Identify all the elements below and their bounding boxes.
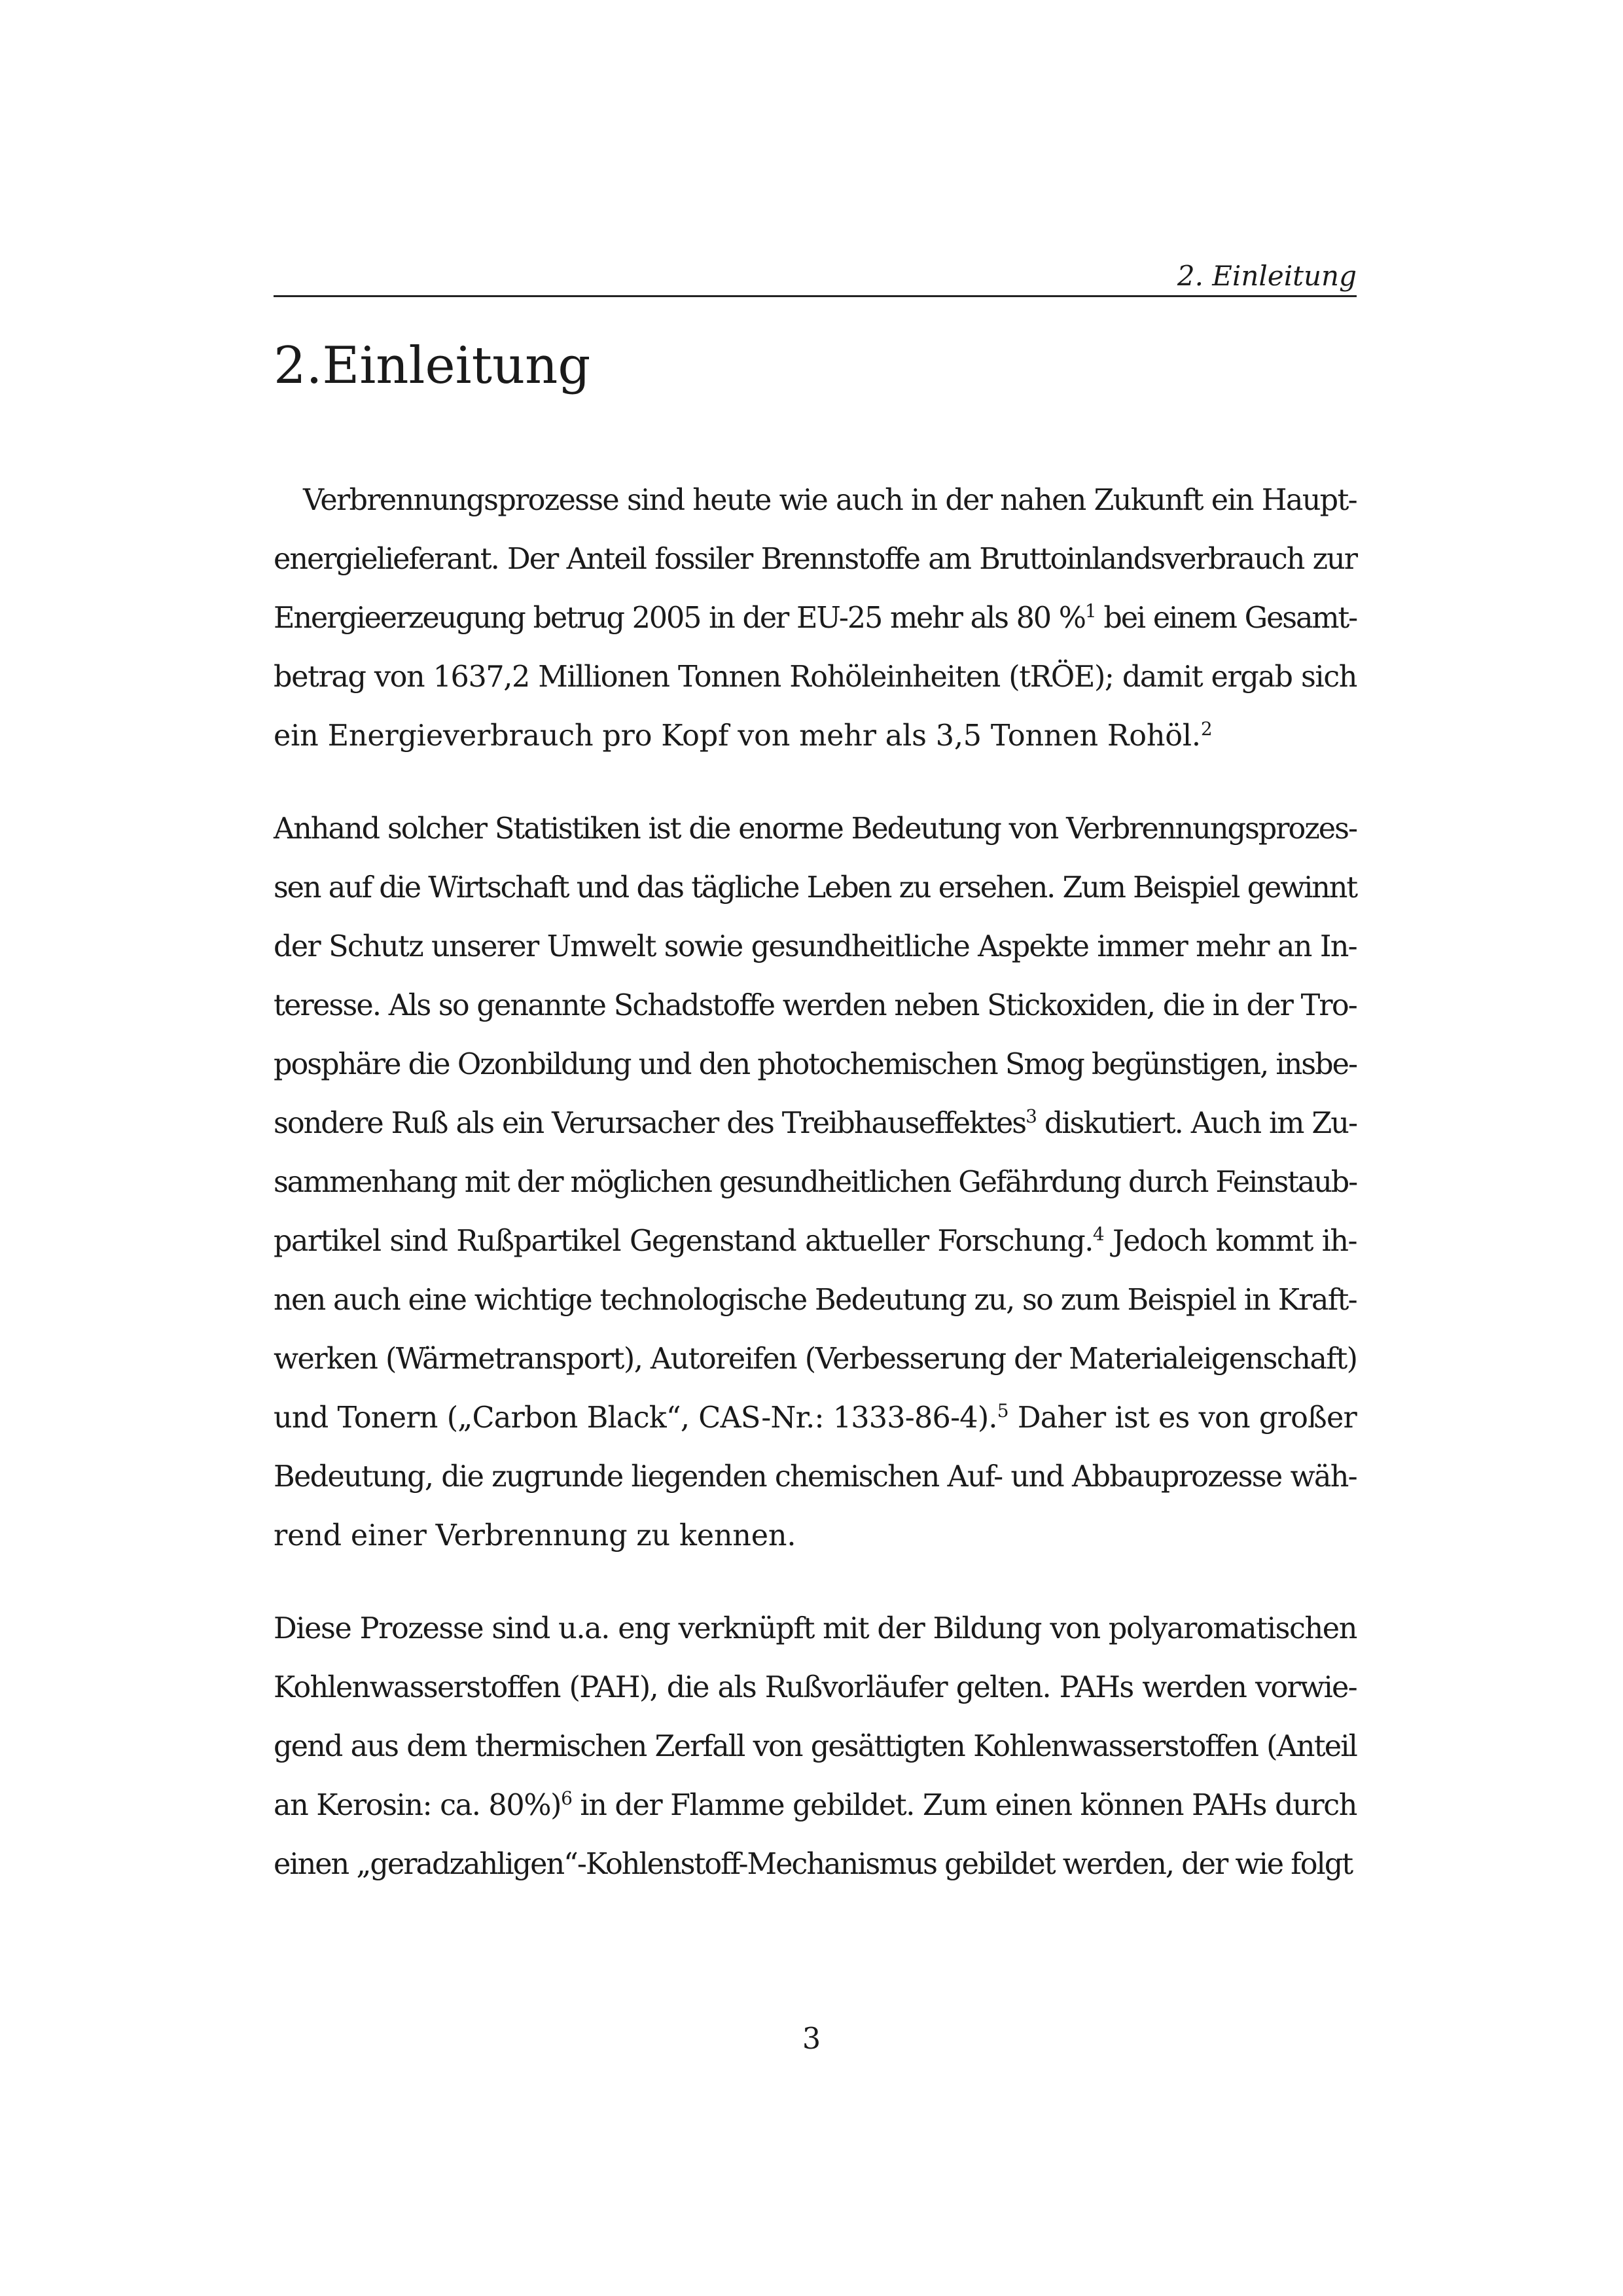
text-line	[274, 707, 1357, 766]
text-segment: Bedeutung, die zugrunde liegenden chemischen Auf- und Abbauprozesse wäh-	[274, 1460, 1357, 1494]
text-segment: rend einer Verbrennung zu kennen.	[274, 1519, 796, 1552]
text-segment: Verbrennungsprozesse sind heute wie auch in der nahen Zukunft ein Haupt-	[303, 484, 1357, 517]
text-line	[274, 1389, 1357, 1448]
text-segment: Energieerzeugung betrug 2005 in der EU-25 mehr als 80 %	[274, 601, 1085, 635]
text-segment: Daher ist es von großer	[1008, 1401, 1357, 1435]
text-line	[274, 977, 1357, 1035]
text-segment: nen auch eine wichtige technologische Bedeutung zu, so zum Beispiel in Kraft-	[274, 1283, 1357, 1317]
text-segment: bei einem Gesamt-	[1095, 601, 1357, 635]
text-line	[274, 1776, 1357, 1835]
text-line	[274, 1600, 1357, 1659]
text-segment: Kohlenwasserstoffen (PAH), die als Rußvorläufer gelten. PAHs werden vorwie-	[274, 1671, 1357, 1704]
text-line	[274, 1035, 1357, 1094]
text-segment: partikel sind Rußpartikel Gegenstand aktueller Forschung.	[274, 1225, 1093, 1258]
text-line	[274, 800, 1357, 859]
text-line	[274, 471, 1357, 530]
footnote-ref: 2	[1200, 718, 1213, 740]
text-segment: Jedoch kommt ih-	[1103, 1225, 1357, 1258]
running-header-title: 2. Einleitung	[1177, 260, 1357, 292]
footnote-ref: 4	[1092, 1223, 1104, 1245]
text-segment: in der Flamme gebildet. Zum einen können PAHs durch	[571, 1789, 1357, 1822]
paragraph	[274, 1600, 1357, 1894]
text-line	[274, 1153, 1357, 1212]
text-line	[274, 1094, 1357, 1153]
text-line	[274, 1448, 1357, 1507]
footnote-ref: 3	[1026, 1105, 1036, 1127]
text-segment: Diese Prozesse sind u.a. eng verknüpft mit der Bildung von polyaromatischen	[274, 1612, 1357, 1645]
body-text	[274, 471, 1357, 1894]
text-line	[274, 1271, 1357, 1330]
text-line	[274, 859, 1357, 918]
text-segment: diskutiert. Auch im Zu-	[1035, 1107, 1357, 1140]
text-line	[274, 1659, 1357, 1717]
text-line	[274, 1507, 1357, 1566]
paragraph-gap	[274, 1566, 1357, 1600]
text-segment: gend aus dem thermischen Zerfall von gesättigten Kohlenwasserstoffen (Anteil	[274, 1730, 1357, 1763]
text-segment: sen auf die Wirtschaft und das tägliche Leben zu ersehen. Zum Beispiel gewinnt	[274, 871, 1357, 905]
text-segment: sammenhang mit der möglichen gesundheitlichen Gefährdung durch Feinstaub-	[274, 1166, 1357, 1199]
text-segment: energielieferant. Der Anteil fossiler Brennstoffe am Bruttoinlandsverbrauch zur	[274, 543, 1357, 576]
page-number: 3	[802, 2022, 821, 2056]
text-segment: ein Energieverbrauch pro Kopf von mehr als 3,5 Tonnen Rohöl.	[274, 719, 1201, 753]
chapter-title: 2.Einleitung	[274, 336, 591, 395]
text-line	[274, 648, 1357, 707]
footnote-ref: 6	[561, 1787, 572, 1809]
text-segment: werken (Wärmetransport), Autoreifen (Verbesserung der Materialeigenschaft)	[274, 1342, 1357, 1376]
footnote-ref: 1	[1084, 600, 1096, 622]
text-segment: sondere Ruß als ein Verursacher des Treibhauseffektes	[274, 1107, 1026, 1140]
text-line	[274, 589, 1357, 648]
text-line	[274, 530, 1357, 589]
footnote-ref: 5	[997, 1400, 1008, 1422]
text-segment: an Kerosin: ca. 80%)	[274, 1789, 562, 1822]
paragraph	[274, 471, 1357, 766]
paragraph-gap	[274, 766, 1357, 800]
text-segment: betrag von 1637,2 Millionen Tonnen Rohöleinheiten (tRÖE); damit ergab sich	[274, 660, 1357, 694]
text-segment: posphäre die Ozonbildung und den photochemischen Smog begünstigen, insbe-	[274, 1048, 1357, 1081]
text-line	[274, 1330, 1357, 1389]
text-segment: teresse. Als so genannte Schadstoffe werden neben Stickoxiden, die in der Tro-	[274, 989, 1357, 1022]
text-segment: und Tonern („Carbon Black“, CAS-Nr.: 1333-86-4).	[274, 1401, 997, 1435]
paragraph	[274, 800, 1357, 1566]
text-line	[274, 1212, 1357, 1271]
running-header	[274, 259, 1357, 297]
text-segment: Anhand solcher Statistiken ist die enorme Bedeutung von Verbrennungsprozes-	[274, 812, 1357, 846]
text-segment: einen „geradzahligen“-Kohlenstoff-Mechanismus gebildet werden, der wie folgt	[274, 1848, 1353, 1881]
text-line	[274, 1717, 1357, 1776]
text-segment: der Schutz unserer Umwelt sowie gesundheitliche Aspekte immer mehr an In-	[274, 930, 1357, 963]
text-line	[274, 1835, 1357, 1894]
text-line	[274, 918, 1357, 977]
